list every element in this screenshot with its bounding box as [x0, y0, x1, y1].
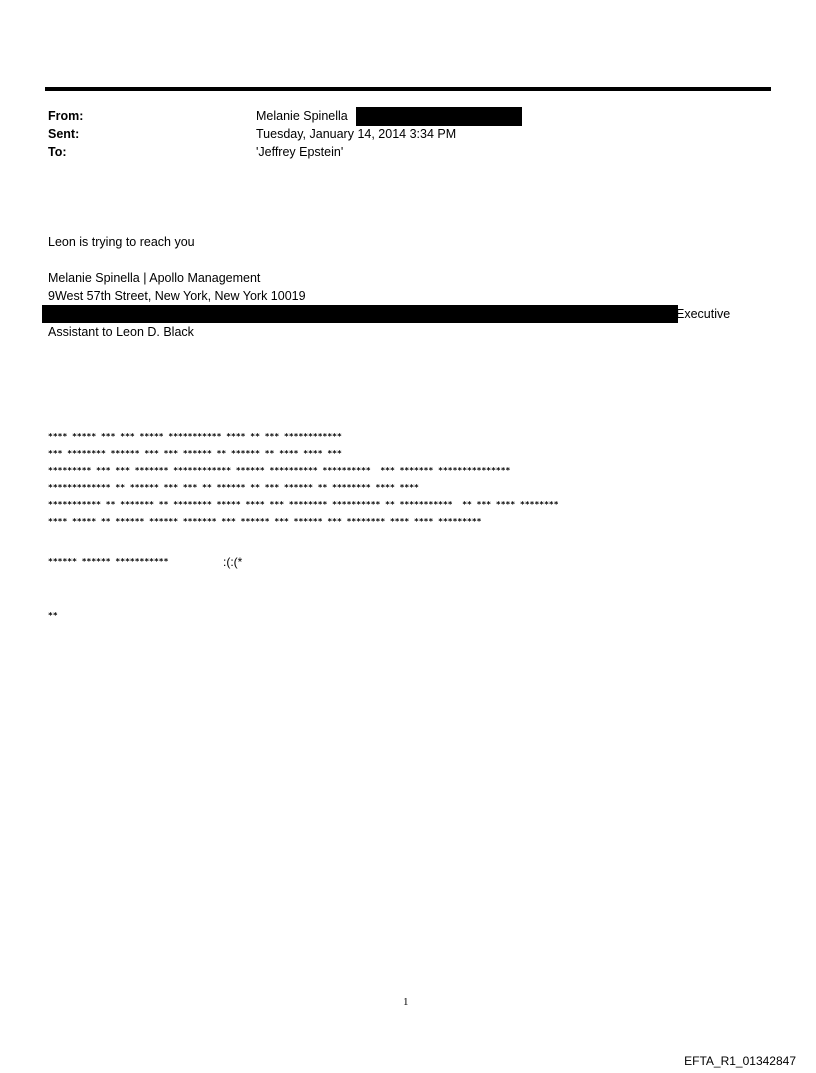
disclaimer-line: *********** ** ******* ** ******** ***** **** *** ******** ********** ** *********** ** *** **** ******** — [48, 500, 559, 509]
signature-title-fragment: Executive — [676, 307, 731, 321]
header-rule — [45, 87, 771, 91]
disclaimer-line: *** ******** ****** *** *** ****** ** ****** ** **** **** *** — [48, 449, 342, 458]
disclaimer-line: ********* *** *** ******* ************ ****** ********** ********** *** ******* *************** — [48, 466, 511, 475]
page-number: 1 — [403, 996, 409, 1008]
redaction-from-email — [356, 107, 522, 126]
disclaimer-line: ************* ** ****** *** *** ** ****** ** *** ****** ** ******** **** **** — [48, 483, 419, 492]
signature-title: Assistant to Leon D. Black — [48, 325, 194, 339]
signature-name: Melanie Spinella | Apollo Management — [48, 271, 261, 285]
sent-label: Sent: — [48, 127, 80, 141]
sent-value: Tuesday, January 14, 2014 3:34 PM — [256, 127, 457, 141]
redaction-signature-contact — [42, 305, 678, 323]
to-value: 'Jeffrey Epstein' — [256, 145, 344, 159]
signature-address: 9West 57th Street, New York, New York 10019 — [48, 289, 306, 303]
disclaimer-trailing: ** — [48, 611, 58, 620]
message-text: Leon is trying to reach you — [48, 235, 195, 249]
disclaimer-line: **** ***** ** ****** ****** ******* *** ****** *** ****** *** ******** **** **** ********* — [48, 517, 482, 526]
to-label: To: — [48, 145, 67, 159]
disclaimer-footer-stars: ****** ****** *********** — [48, 557, 169, 566]
document-id: EFTA_R1_01342847 — [684, 1054, 796, 1068]
disclaimer-line: **** ***** *** *** ***** *********** **** ** *** ************ — [48, 432, 342, 441]
from-value: Melanie Spinella — [256, 109, 348, 123]
from-label: From: — [48, 109, 84, 123]
disclaimer-footer-suffix: :(:(* — [223, 555, 243, 569]
